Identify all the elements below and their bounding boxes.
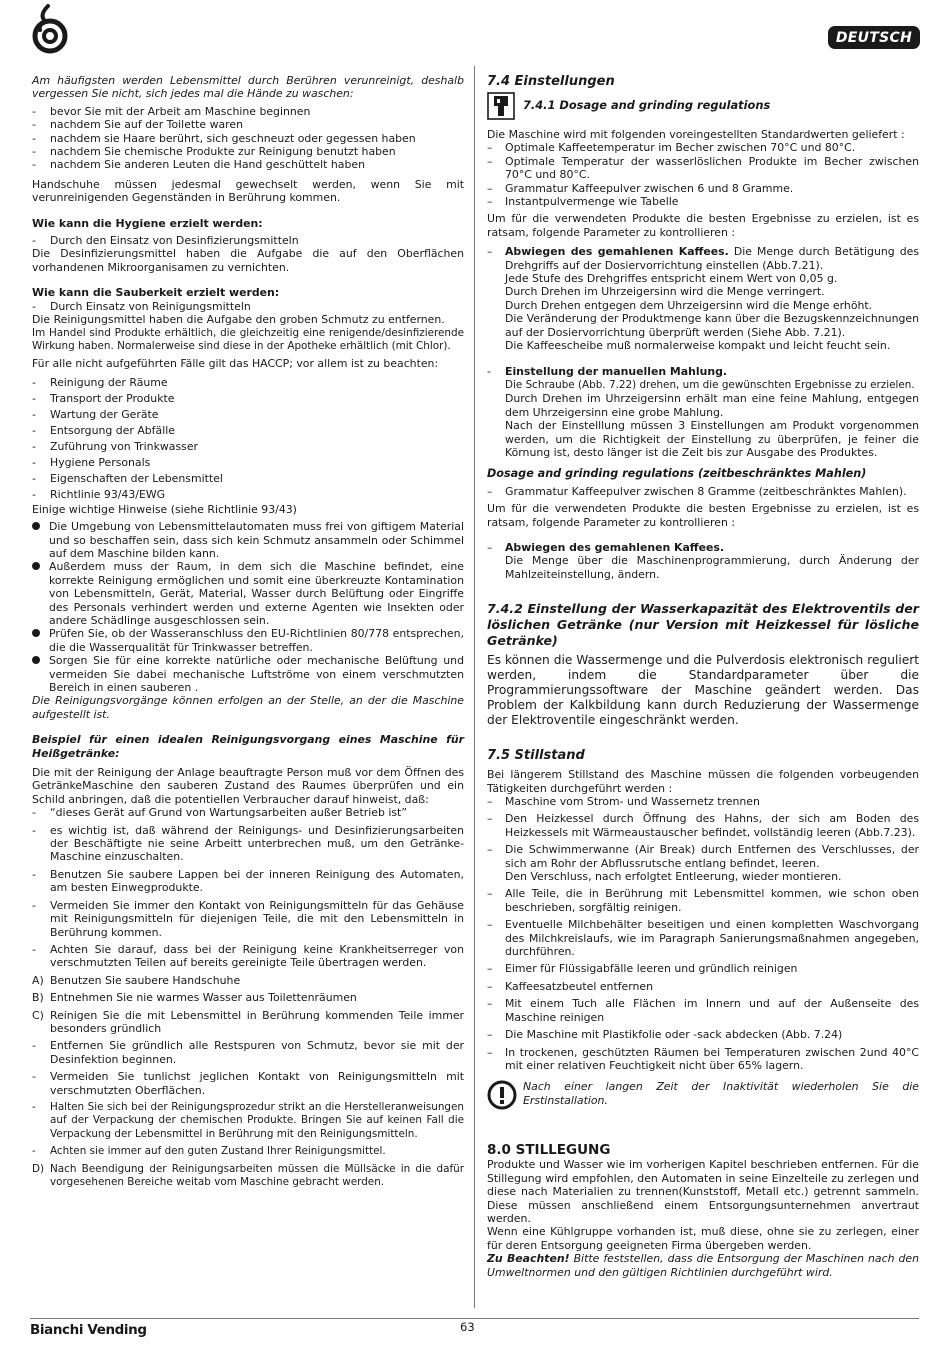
list-item: - Vermeiden Sie immer den Kontakt von Reinigungsmitteln für das Gehäuse mit Reinigungsmitteln für diejenigen Teile, die mit den Lebensmitteln in Berührung kommen. [32, 898, 464, 939]
list-item: - Reinigung der Räume [32, 375, 168, 389]
list-item: - Zuführung von Trinkwasser [32, 439, 199, 453]
list-item: – Instantpulvermenge wie Tabelle [487, 195, 679, 209]
list-item: - Einstellung der manuellen Mahlung. Die Schraube (Abb. 7.22) drehen, um die gewünschten Ergebnisse zu erzielen. Durch Drehen im Uhrzeigersinn erhält man eine feine Mahlung, entgegen dem Uhrzeigersinn eine grobe Mahlung. Nach der Einstelllung müssen 3 Einstellungen am Produkt vorgenommen werden, um die Richtigkeit der Einstellung zu überprüfen, je feiner die Körnung ist, desto länger ist die Zeit bis zur Ausgabe des Produktes. [487, 364, 919, 459]
list-item: C) Reinigen Sie die mit Lebensmittel in Berührung kommenden Teile immer besonders gründlich [32, 1008, 464, 1035]
haccp-list [32, 375, 464, 503]
brand-logo: Bianchi Vending [30, 1322, 147, 1338]
wash-list [32, 105, 464, 172]
list-item: - Wartung der Geräte [32, 407, 159, 421]
page-number: 63 [460, 1320, 475, 1334]
hinweise-text: Einige wichtige Hinweise (siehe Richtlinie 93/43) [32, 502, 297, 516]
list-item: - Entfernen Sie gründlich alle Restspuren von Schmutz, bevor sie mit der Desinfektion beginnen. [32, 1039, 464, 1066]
list-item: – Kaffeesatzbeutel entfernen [487, 979, 654, 993]
list-item: - Richtlinie 93/43/EWG [32, 487, 166, 501]
list-item: – Grammatur Kaffeepulver zwischen 8 Gramme (zeitbeschränktes Mahlen). [487, 484, 907, 498]
vorgaenge-text: Die Reinigungsvorgänge können erfolgen an der Stelle, an der die Maschine aufgestellt ist. [32, 694, 464, 721]
section-7-4-2-text: Es können die Wassermenge und die Pulverdosis elektronisch reguliert werden, indem die Standardparameter über die Programmierungssoftware der Maschine geändert werden. Das Problem der Kalkbildung kann durch Reduzierung der Wassermenge der Elektroventile eingeschränkt werden. [487, 653, 919, 728]
beispiel-heading: Beispiel für einen idealen Reinigungsvorgang eines Maschine für Heißgetränke: [32, 733, 464, 760]
list-item: – In trockenen, geschützten Räumen bei Temperaturen zwischen 2und 40°C mit einer relativen Feuchtigkeit nicht über 65% lagern. [487, 1045, 919, 1072]
section-7-5-text: Bei längerem Stillstand des Maschine müssen die folgenden vorbeugenden Tätigkeiten durchgeführt werden : [487, 768, 919, 795]
section-7-4-2-heading: 7.4.2 Einstellung der Wasserkapazität des Elektroventils der löslichen Getränke (nur Version mit Heizkessel für lösliche Getränke) [487, 601, 919, 649]
defaults-list [487, 141, 919, 208]
list-item: – Alle Teile, die in Berührung mit Lebensmittel kommen, wie schon oben beschrieben, sorgfältig reinigen. [487, 887, 919, 914]
bullet-icon [32, 562, 40, 570]
list-item: - nachdem Sie chemische Produkte zur Reinigung benutzt haben [32, 145, 396, 159]
steps-list [32, 806, 464, 1189]
section-7-4-1-heading: 7.4.1 Dosage and grinding regulations [523, 98, 771, 113]
list-item: – Optimale Temperatur der wasserlöslichen Produkte im Becher zwischen 70°C und 80°C. [487, 154, 919, 182]
best-results-text-2: Um für die verwendeten Produkte die besten Ergebnisse zu erzielen, ist es ratsam, folgende Parameter zu kontrollieren : [487, 502, 919, 529]
tool-key-icon [487, 92, 515, 120]
list-item: A) Benutzen Sie saubere Handschuhe [32, 973, 241, 987]
haccp-text: Für alle nicht aufgeführten Fälle gilt das HACCP; vor allem ist zu beachten: [32, 357, 439, 371]
warning-note [487, 1080, 919, 1110]
list-item: – Eventuelle Milchbehälter beseitigen und einen kompletten Waschvorgang des Milchkreislaufs, wie im Paragraph Sanierungsmaßnahmen angegeben, durchführen. [487, 918, 919, 959]
list-item: Sorgen Sie für eine korrekte natürliche oder mechanische Belüftung und vermeiden Sie dabei mechanische Luftströme von einem verschmutzten Bereich in einen sauberen . [32, 654, 464, 694]
list-item: Prüfen Sie, ob der Wasseranschluss den EU-Richtlinien 80/778 entsprechen, die die Wasserqualität für Trinkwasser betreffen. [32, 627, 464, 654]
list-item: Außerdem muss der Raum, in dem sich die Maschine befindet, eine korrekte Reinigung ermöglichen und somit eine überkreuzte Kontamination von Lebensmitteln, Gerät, Material, Wasser durch Belüftung oder Eingriffe des Personals verhindert werden und externe Agenten wie Insekten oder andere Schädlinge ausgeschlossen sein. [32, 560, 464, 627]
list-item: - Benutzen Sie saubere Lappen bei der inneren Reinigung des Automaten, am besten Einwegprodukte. [32, 867, 464, 895]
clean-heading: Wie kann die Sauberkeit erzielt werden: [32, 286, 280, 300]
list-item: – Maschine vom Strom- und Wassernetz trennen [487, 795, 760, 808]
right-column [487, 74, 919, 1279]
hygiene-heading: Wie kann die Hygiene erzielt werden: [32, 216, 263, 230]
bullet-icon [32, 656, 40, 664]
warning-icon [487, 1080, 517, 1110]
section-8-0-text: Produkte und Wasser wie im vorherigen Kapitel beschrieben entfernen. Für die Stillegung wird empfohlen, den Automaten in seine Einzelteile zu zerlegen und diese nach Materialien zu trennen(Kunststoff, Metall etc.) getrennt sammeln. Diese müssen anschließend einem Entsorgungsunternehmen anvertraut werden. [487, 1158, 919, 1225]
list-item: – Die Maschine mit Plastikfolie oder -sack abdecken (Abb. 7.24) [487, 1028, 843, 1042]
list-item: - Entsorgung der Abfälle [32, 423, 175, 437]
list-item: - Achten sie immer auf den guten Zustand Ihrer Reinigungsmittel. [32, 1145, 386, 1158]
note-text: Zu Beachten! Bitte feststellen, dass die Entsorgung der Maschinen nach den Umweltnormen und den gültigen Richtlinien durchgeführt wird. [487, 1252, 919, 1279]
clean-text-2: Im Handel sind Produkte erhältlich, die gleichzeitig eine renigende/desinfizierende Wirkung haben. Normalerweise sind diese in der Apotheke erhältlich (mit Chlor). [32, 326, 464, 352]
list-item: - Vermeiden Sie tunlichst jeglichen Kontakt von Reinigungsmitteln mit verschmutzten Oberflächen. [32, 1070, 464, 1097]
list-item: - es wichtig ist, daß während der Reinigungs- und Desinfizierungsarbeiten der Beschäftigte nie seine Arbeitt unterbrechen muß, um den Getränke-Maschine einzuschalten. [32, 823, 464, 864]
list-item: – Mit einem Tuch alle Flächen im Innern und auf der Außenseite des Maschine reinigen [487, 997, 919, 1024]
list-item: - Eigenschaften der Lebensmittel [32, 471, 223, 485]
list-item: Die Umgebung von Lebensmittelautomaten muss frei von giftigem Material und so beschaffen sein, dass sich kein Schmutz ansammeln oder Schimmel auf dem Maschine bilden kann. [32, 520, 464, 560]
list-item: - Achten Sie darauf, dass bei der Reinigung keine Krankheitserreger von verschmutzten Teilen auf bereits gereinigte Teile übertragen werden. [32, 942, 464, 970]
bianchi-logo-icon [28, 4, 72, 54]
standstill-list [487, 795, 919, 1072]
list-item: – Abwiegen des gemahlenen Kaffees. Die Menge durch Betätigung des Drehgriffs auf der Dosiervorrichtung einstellen (Abb.7.21). Jede Stufe des Drehgriffes entspricht einem Wert von 0,05 g. Durch Drehen im Uhrzeigersinn wird die Menge verringert. Durch Drehen entgegen dem Uhrzeigersinn wird die Menge erhöht. Die Veränderung der Produktmenge kann über die Bezugskennzeichnungen auf der Dosiervorrichtung überprüft werden (Siehe Abb. 7.21). Die Kaffeescheibe muß normalerweise kompakt und leicht feucht sein. [487, 245, 919, 353]
column-divider [474, 66, 475, 1308]
section-7-5-heading: 7.5 Stillstand [487, 748, 585, 764]
list-item: – Die Schwimmerwanne (Air Break) durch Entfernen des Verschlusses, der sich am Rohr der Abflussrutsche entlang befindet, leeren. [487, 843, 919, 870]
list-item: - bevor Sie mit der Arbeit am Maschine beginnen [32, 104, 311, 118]
list-item: - Halten Sie sich bei der Reinigungsprozedur strikt an die Herstelleranweisungen auf der Verpackung der chemischen Produkte. Bringen Sie auf keinen Fall die Verpackung der Lebensmittel in Berührung mit den Reinigungsmitteln. [32, 1100, 464, 1140]
hygiene-text: Die Desinfizierungsmittel haben die Aufgabe die auf den Oberflächen vorhandenen Mikroorganisamen zu vernichten. [32, 247, 464, 274]
list-item: – Abwiegen des gemahlenen Kaffees. Die Menge über die Maschinenprogrammierung, durch Änderung der Mahlzeiteinstellung, ändern. [487, 540, 919, 581]
intro-text: Am häufigsten werden Lebensmittel durch Berühren verunreinigt, deshalb vergessen Sie nicht, sich jedes mal die Hände zu waschen: [32, 74, 464, 101]
section-7-4-1-header [487, 92, 919, 120]
list-item: - “dieses Gerät auf Grund von Wartungsarbeiten außer Betrieb ist” [32, 806, 407, 820]
list-item: - Transport der Produkte [32, 391, 175, 405]
list-item: – Den Heizkessel durch Öffnung des Hahns, der sich am Boden des Heizkessels mit Wärmeaustauscher befindet, vollständig leeren (Abb.7.23). [487, 812, 919, 839]
list-item: D) Nach Beendigung der Reinigungsarbeiten müssen die Müllsäcke in die dafür vorgesehenen Bereiche weitab vom Maschine gebracht werden. [32, 1162, 464, 1188]
clean-text: Die Reinigungsmittel haben die Aufgabe den groben Schmutz zu entfernen. [32, 313, 445, 327]
list-item: - Durch den Einsatz von Desinfizierungsmitteln [32, 234, 299, 248]
section-8-0-heading: 8.0 STILLEGUNG [487, 1142, 611, 1159]
left-column [32, 74, 464, 1189]
best-results-text: Um für die verwendeten Produkte die besten Ergebnisse zu erzielen, ist es ratsam, folgende Parameter zu kontrollieren : [487, 212, 919, 239]
language-badge: DEUTSCH [828, 26, 920, 49]
list-item: – Eimer für Flüssigabfälle leeren und gründlich reinigen [487, 962, 798, 976]
defaults-intro: Die Maschine wird mit folgenden voreingestellten Standardwerten geliefert : [487, 128, 905, 141]
list-item: – Grammatur Kaffeepulver zwischen 6 und 8 Gramme. [487, 181, 794, 195]
section-7-4-heading: 7.4 Einstellungen [487, 74, 615, 89]
gloves-text: Handschuhe müssen jedesmal gewechselt werden, wenn Sie mit verunreinigenden Gegenständen in Berührung kommen. [32, 177, 464, 205]
timed-heading: Dosage and grinding regulations (zeitbeschränktes Mahlen) [487, 467, 867, 481]
footer-divider [30, 1318, 919, 1319]
list-item: – Optimale Kaffeetemperatur im Becher zwischen 70°C und 80°C. [487, 141, 856, 155]
warning-text: Nach einer langen Zeit der Inaktivität wiederholen Sie die Erstinstallation. [523, 1080, 919, 1107]
section-8-0-text-2: Wenn eine Kühlgruppe vorhanden ist, muß diese, ohne sie zu zerlegen, einer für deren Entsorgung geeigneten Firma übergeben werden. [487, 1225, 919, 1252]
list-item: - Hygiene Personals [32, 455, 151, 469]
bullet-list [32, 520, 464, 694]
list-item: - Durch Einsatz von Reinigungsmitteln [32, 299, 251, 313]
list-item: - nachdem Sie auf der Toilette waren [32, 118, 244, 132]
list-item: - nachdem sie Haare berührt, sich geschneuzt oder gegessen haben [32, 131, 416, 145]
list-item: B) Entnehmen Sie nie warmes Wasser aus Toilettenräumen [32, 991, 357, 1005]
list-item: Den Verschluss, nach erfolgtet Entleerung, wieder montieren. [505, 870, 842, 884]
beispiel-text: Die mit der Reinigung der Anlage beauftragte Person muß vor dem Öffnen des GetränkeMaschine den sauberen Zustand des Raumes überprüfen und ein Schild anbringen, daß die potentiellen Verbraucher darauf hinweist, daß: [32, 766, 464, 806]
list-item: - nachdem Sie anderen Leuten die Hand geschüttelt haben [32, 158, 365, 172]
bullet-icon [32, 629, 40, 637]
bullet-icon [32, 522, 40, 530]
